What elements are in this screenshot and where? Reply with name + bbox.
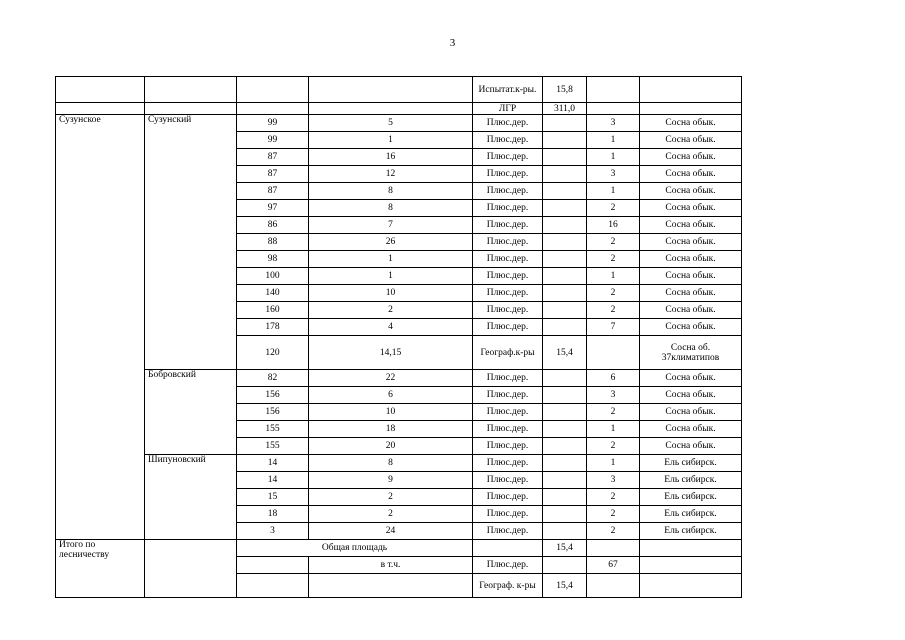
count-cell: 2 xyxy=(587,404,640,421)
table-row xyxy=(56,77,742,103)
section-cell: 12 xyxy=(309,166,473,183)
count-cell: 2 xyxy=(587,234,640,251)
quarter-cell: 155 xyxy=(237,421,309,438)
quarter-cell xyxy=(237,557,309,574)
category-cell: Плюс.дер. xyxy=(473,506,543,523)
total-area-label: Общая площадь xyxy=(237,540,473,557)
district-cell xyxy=(145,103,237,115)
forestry-name: Сузунское xyxy=(56,115,145,540)
section-cell: 2 xyxy=(309,489,473,506)
species-cell: Сосна обык. xyxy=(640,404,742,421)
species-cell: Сосна обык. xyxy=(640,166,742,183)
section-cell: 1 xyxy=(309,132,473,149)
district-name: Сузунский xyxy=(145,115,237,370)
incl-label: в т.ч. xyxy=(309,557,473,574)
category-cell: Плюс.дер. xyxy=(473,489,543,506)
quarter-cell: 87 xyxy=(237,183,309,200)
count-cell: 3 xyxy=(587,166,640,183)
quarter-cell: 140 xyxy=(237,285,309,302)
count-cell: 1 xyxy=(587,183,640,200)
quarter-cell: 18 xyxy=(237,506,309,523)
section-cell: 22 xyxy=(309,370,473,387)
count-cell xyxy=(587,336,640,370)
page-number: 3 xyxy=(449,37,456,49)
species-cell: Сосна обык. xyxy=(640,370,742,387)
area-cell xyxy=(543,506,587,523)
section-cell: 1 xyxy=(309,251,473,268)
count-cell xyxy=(587,77,640,103)
area-cell xyxy=(543,557,587,574)
quarter-cell: 87 xyxy=(237,149,309,166)
section-cell: 20 xyxy=(309,438,473,455)
species-cell xyxy=(640,540,742,557)
quarter-cell: 156 xyxy=(237,387,309,404)
area-cell xyxy=(543,183,587,200)
area-cell xyxy=(543,166,587,183)
section-cell: 26 xyxy=(309,234,473,251)
quarter-cell: 88 xyxy=(237,234,309,251)
count-cell xyxy=(587,103,640,115)
species-cell: Ель сибирск. xyxy=(640,506,742,523)
quarter-cell xyxy=(237,103,309,115)
category-cell: Плюс.дер. xyxy=(473,183,543,200)
count-cell: 2 xyxy=(587,438,640,455)
area-cell: 15,4 xyxy=(543,336,587,370)
category-cell: Плюс.дер. xyxy=(473,285,543,302)
category-cell: Плюс.дер. xyxy=(473,319,543,336)
count-cell xyxy=(587,540,640,557)
category-cell: Плюс.дер. xyxy=(473,472,543,489)
district-cell xyxy=(145,77,237,103)
species-cell xyxy=(640,77,742,103)
area-cell xyxy=(543,132,587,149)
area-cell xyxy=(543,115,587,132)
count-cell: 3 xyxy=(587,115,640,132)
quarter-cell: 3 xyxy=(237,523,309,540)
area-cell xyxy=(543,387,587,404)
count-cell: 1 xyxy=(587,455,640,472)
species-cell: Сосна обык. xyxy=(640,234,742,251)
section-cell: 1 xyxy=(309,268,473,285)
area-cell: 15,8 xyxy=(543,77,587,103)
count-cell: 2 xyxy=(587,523,640,540)
section-cell xyxy=(309,574,473,598)
district-cell xyxy=(145,540,237,598)
section-cell: 9 xyxy=(309,472,473,489)
species-cell: Сосна обык. xyxy=(640,183,742,200)
count-cell: 2 xyxy=(587,302,640,319)
quarter-cell: 178 xyxy=(237,319,309,336)
area-cell xyxy=(543,285,587,302)
geo-area: 15,4 xyxy=(543,574,587,598)
species-cell: Сосна обык. xyxy=(640,319,742,336)
category-cell: Плюс.дер. xyxy=(473,200,543,217)
area-cell xyxy=(543,234,587,251)
area-cell xyxy=(543,404,587,421)
section-cell: 8 xyxy=(309,455,473,472)
quarter-cell: 86 xyxy=(237,217,309,234)
count-cell: 2 xyxy=(587,489,640,506)
section-cell: 4 xyxy=(309,319,473,336)
count-cell xyxy=(587,574,640,598)
category-cell: Испытат.к-ры. xyxy=(473,77,543,103)
totals-row xyxy=(56,540,742,557)
quarter-cell xyxy=(237,77,309,103)
quarter-cell: 98 xyxy=(237,251,309,268)
forest-seed-table xyxy=(55,76,742,598)
section-cell: 2 xyxy=(309,302,473,319)
species-cell xyxy=(640,103,742,115)
area-cell xyxy=(543,200,587,217)
area-cell: 311,0 xyxy=(543,103,587,115)
count-cell: 1 xyxy=(587,421,640,438)
area-cell xyxy=(543,268,587,285)
section-cell: 2 xyxy=(309,506,473,523)
category-cell: Плюс.дер. xyxy=(473,149,543,166)
category-cell: Плюс.дер. xyxy=(473,166,543,183)
quarter-cell: 160 xyxy=(237,302,309,319)
species-cell: Сосна обык. xyxy=(640,285,742,302)
category-cell: Плюс.дер. xyxy=(473,370,543,387)
category-cell: Плюс.дер. xyxy=(473,421,543,438)
count-cell: 7 xyxy=(587,319,640,336)
category-cell: Плюс.дер. xyxy=(473,217,543,234)
quarter-cell: 155 xyxy=(237,438,309,455)
count-cell: 2 xyxy=(587,200,640,217)
district-name: Бобровский xyxy=(145,370,237,455)
category-cell: Плюс.дер. xyxy=(473,268,543,285)
count-cell: 16 xyxy=(587,217,640,234)
quarter-cell xyxy=(237,574,309,598)
species-cell: Ель сибирск. xyxy=(640,523,742,540)
area-cell xyxy=(543,149,587,166)
section-cell: 8 xyxy=(309,200,473,217)
species-cell: Сосна обык. xyxy=(640,251,742,268)
area-cell xyxy=(543,302,587,319)
species-cell: Ель сибирск. xyxy=(640,472,742,489)
category-cell: Плюс.дер. xyxy=(473,302,543,319)
area-cell xyxy=(543,251,587,268)
area-cell xyxy=(543,438,587,455)
count-cell: 1 xyxy=(587,132,640,149)
forestry-cell xyxy=(56,103,145,115)
incl-category: Плюс.дер. xyxy=(473,557,543,574)
category-cell: Плюс.дер. xyxy=(473,251,543,268)
quarter-cell: 100 xyxy=(237,268,309,285)
count-cell: 1 xyxy=(587,149,640,166)
forestry-cell xyxy=(56,77,145,103)
total-area-value: 15,4 xyxy=(543,540,587,557)
quarter-cell: 97 xyxy=(237,200,309,217)
district-name: Шипуновский xyxy=(145,455,237,540)
section-cell: 18 xyxy=(309,421,473,438)
species-cell: Сосна обык. xyxy=(640,421,742,438)
section-cell: 10 xyxy=(309,404,473,421)
category-cell: Плюс.дер. xyxy=(473,115,543,132)
count-cell: 2 xyxy=(587,251,640,268)
quarter-cell: 156 xyxy=(237,404,309,421)
area-cell xyxy=(543,455,587,472)
quarter-cell: 99 xyxy=(237,115,309,132)
category-cell: Плюс.дер. xyxy=(473,132,543,149)
section-cell xyxy=(309,77,473,103)
incl-count: 67 xyxy=(587,557,640,574)
area-cell xyxy=(543,472,587,489)
species-cell: Ель сибирск. xyxy=(640,455,742,472)
species-cell: Сосна обык. xyxy=(640,200,742,217)
section-cell: 24 xyxy=(309,523,473,540)
category-cell: Плюс.дер. xyxy=(473,234,543,251)
quarter-cell: 14 xyxy=(237,455,309,472)
category-cell: Плюс.дер. xyxy=(473,523,543,540)
quarter-cell: 120 xyxy=(237,336,309,370)
section-cell: 16 xyxy=(309,149,473,166)
species-cell: Ель сибирск. xyxy=(640,489,742,506)
geo-category: Географ. к-ры xyxy=(473,574,543,598)
section-cell: 8 xyxy=(309,183,473,200)
category-cell: Плюс.дер. xyxy=(473,404,543,421)
table-row xyxy=(56,370,742,387)
table-row xyxy=(56,455,742,472)
species-cell: Сосна обык. xyxy=(640,149,742,166)
species-cell: Сосна обык. xyxy=(640,268,742,285)
category-cell: Географ.к-ры xyxy=(473,336,543,370)
quarter-cell: 99 xyxy=(237,132,309,149)
category-cell: Плюс.дер. xyxy=(473,455,543,472)
table-row xyxy=(56,103,742,115)
quarter-cell: 82 xyxy=(237,370,309,387)
category-cell: ЛГР xyxy=(473,103,543,115)
count-cell: 1 xyxy=(587,268,640,285)
area-cell xyxy=(543,489,587,506)
area-cell xyxy=(543,523,587,540)
quarter-cell: 87 xyxy=(237,166,309,183)
species-cell: Сосна обык. xyxy=(640,438,742,455)
count-cell: 3 xyxy=(587,472,640,489)
count-cell: 6 xyxy=(587,370,640,387)
section-cell: 14,15 xyxy=(309,336,473,370)
category-cell xyxy=(473,540,543,557)
species-cell: Сосна обык. xyxy=(640,132,742,149)
quarter-cell: 15 xyxy=(237,489,309,506)
category-cell: Плюс.дер. xyxy=(473,387,543,404)
totals-label: Итого по лесничеству xyxy=(56,540,145,598)
species-cell: Сосна об. 37климатипов xyxy=(640,336,742,370)
table-row xyxy=(56,115,742,132)
area-cell xyxy=(543,421,587,438)
species-cell: Сосна обык. xyxy=(640,115,742,132)
species-cell xyxy=(640,574,742,598)
species-cell: Сосна обык. xyxy=(640,302,742,319)
category-cell: Плюс.дер. xyxy=(473,438,543,455)
section-cell: 6 xyxy=(309,387,473,404)
section-cell xyxy=(309,103,473,115)
count-cell: 2 xyxy=(587,506,640,523)
count-cell: 2 xyxy=(587,285,640,302)
section-cell: 5 xyxy=(309,115,473,132)
species-cell: Сосна обык. xyxy=(640,387,742,404)
section-cell: 7 xyxy=(309,217,473,234)
count-cell: 3 xyxy=(587,387,640,404)
section-cell: 10 xyxy=(309,285,473,302)
species-cell: Сосна обык. xyxy=(640,217,742,234)
species-cell xyxy=(640,557,742,574)
area-cell xyxy=(543,370,587,387)
quarter-cell: 14 xyxy=(237,472,309,489)
area-cell xyxy=(543,217,587,234)
area-cell xyxy=(543,319,587,336)
